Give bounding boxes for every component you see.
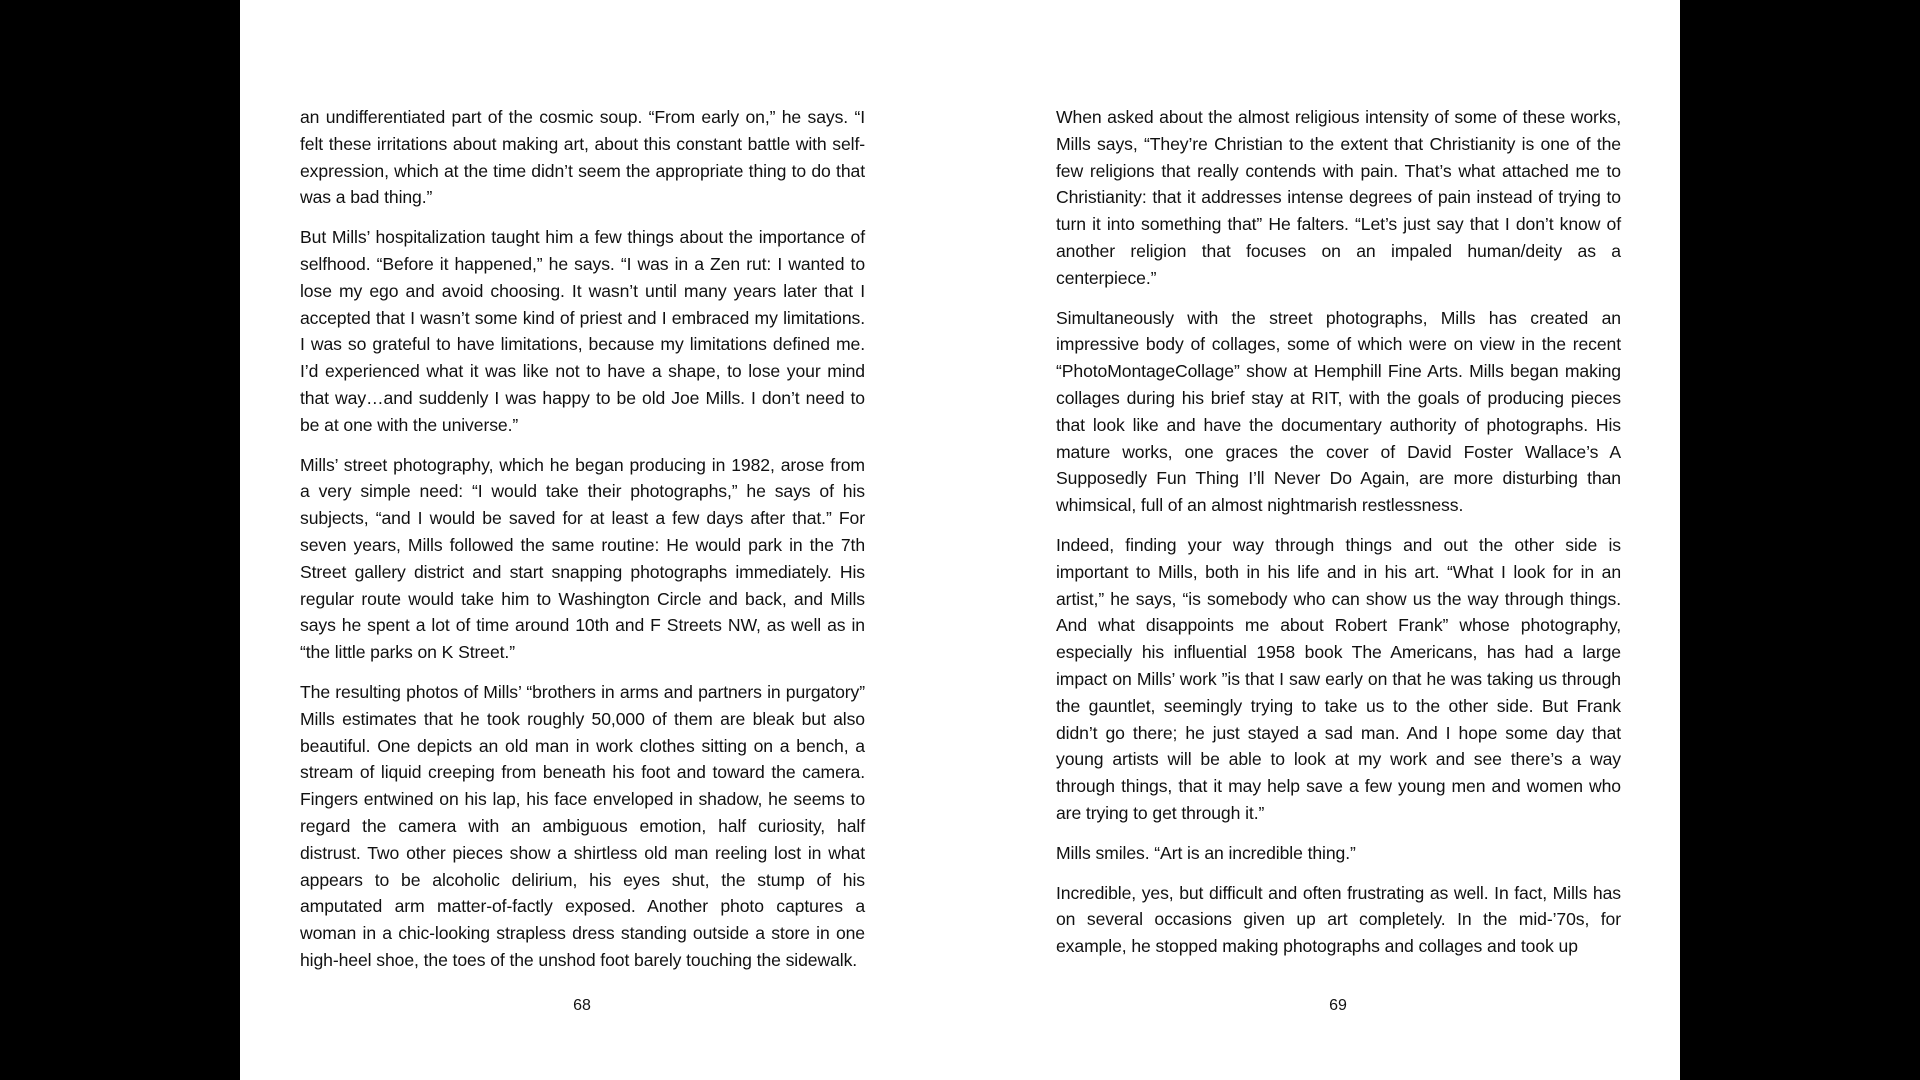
right-page: [1056, 104, 1621, 973]
right-paragraph-5: Incredible, yes, but difficult and often frustrating as well. In fact, Mills has on several occasions given up art completely. In the mid-’70s, for example, he stopped making photographs and collages and took up: [1056, 882, 1621, 957]
right-paragraph-3: Indeed, finding your way through things and out the other side is important to Mills, both in his life and in his art. “What I look for in an artist,” he says, “is somebody who can show us the way through things. And what disappoints me about Robert Frank” whose photography, especially his influential 1958 book The Americans, has had a large impact on Mills’ work ”is that I saw early on that he was taking us through the gauntlet, seemingly trying to take us to the other side. But Frank didn’t go there; he just stayed a sad man. And I hope some day that young artists will be able to look at my work and see there’s a way through things, that it may help save a few young men and women who are trying to get through it.”: [1056, 534, 1621, 823]
left-paragraph-1: an undifferentiated part of the cosmic soup. “From early on,” he says. “I felt these irritations about making art, about this constant battle with self-expression, which at the time didn’t seem the appropriate thing to do that was a bad thing.”: [300, 107, 865, 208]
right-paragraph-2: Simultaneously with the street photographs, Mills has created an impressive body of collages, some of which were on view in the recent “PhotoMontageCollage” show at Hemphill Fine Arts. Mills began making collages during his brief stay at RIT, with the goals of producing pieces that look like and have the documentary authority of photographs. His mature works, one graces the cover of David Foster Wallace’s A Supposedly Fun Thing I’ll Never Do Again, are more disturbing than whimsical, full of an almost nightmarish restlessness.: [1056, 307, 1621, 516]
left-page-number: 68: [573, 997, 591, 1014]
right-paragraph-1: When asked about the almost religious intensity of some of these works, Mills says, “They’re Christian to the extent that Christianity is one of the few religions that really contends with pain. That’s what attached me to Christianity: that it addresses intense degrees of pain instead of trying to turn it into something that” He falters. “Let’s just say that I don’t know of another religion that focuses on an impaled human/deity as a centerpiece.”: [1056, 107, 1621, 288]
left-page: [300, 104, 865, 987]
left-paragraph-2: But Mills’ hospitalization taught him a few things about the importance of selfhood. “Before it happened,” he says. “I was in a Zen rut: I wanted to lose my ego and avoid choosing. It wasn’t until many years later that I accepted that I wasn’t some kind of priest and I embraced my limitations. I was so grateful to have limitations, because my limitations defined me. I’d experienced what it was like not to have a shape, to lose your mind that way…and suddenly I was happy to be old Joe Mills. I don’t need to be at one with the universe.”: [300, 227, 865, 435]
book-spread: [240, 0, 1680, 1080]
right-paragraph-4: Mills smiles. “Art is an incredible thing.”: [1056, 842, 1356, 863]
right-page-number: 69: [1329, 997, 1347, 1014]
left-paragraph-3: Mills’ street photography, which he began producing in 1982, arose from a very simple need: “I would take their photographs,” he says of his subjects, “and I would be saved for at least a few days after that.” For seven years, Mills followed the same routine: He would park in the 7th Street gallery district and start snapping photographs immediately. His regular route would take him to Washington Circle and back, and Mills says he spent a lot of time around 10th and F Streets NW, as well as in “the little parks on K Street.”: [300, 454, 865, 663]
left-paragraph-4: The resulting photos of Mills’ “brothers in arms and partners in purgatory” Mills estimates that he took roughly 50,000 of them are bleak but also beautiful. One depicts an old man in work clothes sitting on a bench, a stream of liquid creeping from beneath his foot and toward the camera. Fingers entwined on his lap, his face enveloped in shadow, he seems to regard the camera with an ambiguous emotion, half curiosity, half distrust. Two other pieces show a shirtless old man reeling lost in what appears to be alcoholic delirium, his eyes shut, the stump of his amputated arm matter-of-factly exposed. Another photo captures a woman in a chic-looking strapless dress standing outside a store in one high-heel shoe, the toes of the unshod foot barely touching the sidewalk.: [300, 681, 865, 970]
